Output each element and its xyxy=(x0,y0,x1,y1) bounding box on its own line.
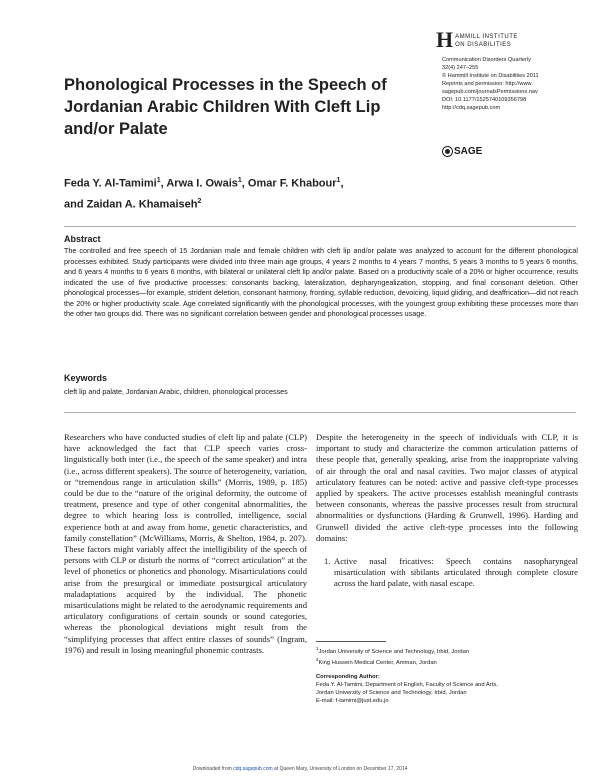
journal-info-line: 32(4) 247–255 xyxy=(442,65,479,71)
author-affiliation-marker: 1 xyxy=(237,177,242,184)
sage-logo-icon xyxy=(442,146,453,157)
author-name: and Zaidan A. Khamaiseh xyxy=(64,198,198,211)
author-separator: , xyxy=(160,177,167,190)
corresponding-author-line: Feda Y. Al-Tamimi, Department of English, Faculty of Science and Arts, xyxy=(316,681,498,688)
body-column-left xyxy=(64,432,307,656)
journal-info-line: sagepub.com/journalsPermissions.nav xyxy=(442,89,538,95)
publisher-name: AMMILL INSTITUTE ON DISABILITIES xyxy=(455,34,518,48)
keywords-heading: Keywords xyxy=(64,373,108,383)
corresponding-author-email[interactable]: E-mail: f-tamimi@just.edu.jo xyxy=(316,697,389,704)
article-title: Phonological Processes in the Speech of Jordanian Arabic Children With Cleft Lip and/or Palate xyxy=(64,76,387,138)
journal-info-line: Communication Disorders Quarterly xyxy=(442,57,531,63)
journal-info xyxy=(442,56,592,112)
abstract-heading: Abstract xyxy=(64,234,101,244)
author-separator: , xyxy=(241,177,248,190)
author-affiliation-marker: 1 xyxy=(156,177,161,184)
author-list xyxy=(64,172,434,213)
footnotes xyxy=(316,641,578,705)
corresponding-author-line: Jordan University of Science and Technology, Irbid, Jordan xyxy=(316,689,467,696)
abstract-text: The controlled and free speech of 15 Jordanian male and female children with cleft lip and/or palate was analyzed to account for the different phonological processes exhibited. Study participants were divided into three main age groups, 4 years 2 months to 4 years 7 months, 5 years 3 months to 5 years 6 months, and 6 years 4 months to 6 years 6 months, with bilateral or unilateral cleft lip and/or palate. Based on a productivity scale of a 20% or higher occurrence, results indicated the use of five productive processes: consonants backing, lateralization, depharyngealization, stopping, and final consonant deletion. Other phonological processes—for example, strident deletion, consonant harmony, fronting, syllable reduction, devoicing, liquid gliding, and deaffrication—did not reach the 20% or higher productivity scale. Age correlated significantly with the phonological processes, with the youngest group exhibiting these processes more than the other two groups did. There was no significant correlation between gender and phonological processes usage. xyxy=(64,246,578,318)
corresponding-author-heading: Corresponding Author: xyxy=(316,673,380,680)
download-source-link[interactable]: cdq.sagepub.com xyxy=(233,766,273,772)
author-name: Arwa I. Owais xyxy=(166,177,238,190)
list-item-text: Active nasal fricatives: Speech contains nasopharyngeal misarticulation with sibilants articulated through complete closure across the hard palate, with nasal escape. xyxy=(334,556,578,589)
affiliation: $^1$Jordan University of Science and Technology, Irbid, Jordan xyxy=(316,646,470,655)
journal-info-line: DOI: 10.1177/1525740109356798 xyxy=(442,97,527,103)
journal-url-link[interactable]: http://cdq.sagepub.com xyxy=(442,105,501,111)
affiliation: $^2$King Hussein Medical Center, Amman, Jordan xyxy=(316,656,437,666)
footnote-divider xyxy=(316,641,386,642)
journal-info-line: Reprints and permission: http://www. xyxy=(442,81,533,87)
divider xyxy=(64,226,576,227)
sage-logo xyxy=(442,146,482,157)
list-item-number: 1. xyxy=(324,556,331,567)
body-column-right xyxy=(316,432,578,590)
publisher-logo-letter: H xyxy=(436,27,454,52)
divider xyxy=(64,412,576,413)
journal-info-line: © Hammill Institute on Disabilities 2011 xyxy=(442,73,539,79)
body-paragraph: Researchers who have conducted studies of cleft lip and palate (CLP) have acknowledged the fact that CLP speech varies cross-linguistically both inter (i.e., the speech of the same speaker) and intra (i.e., across different speakers). The source of heterogeneity, variation, or “tremendous range in articulation skills” (Morris, 1989, p. 185) could be due to the “nature of the original deformity, the outcome of treatment, presence and type of other congenital abnormalities, the degree to which hearing loss is controlled, intelligence, social experience both at and away from home, genetic characteristics, and family constellation” (McWilliams, Morris, & Shelton, 1984, p. 207). These factors might variably affect the intelligibility of the speech of persons with CLP or disturb the norms of “correct articulation” at the level of phonetics or phonetics and phonology. Misarticulations could arise from the presurgical or immediate postsurgical articulatory maladaptations acquired by the individual. The phonetic misarticulations might be related to the aerodynamic requirements and articulatory configurations of certain sounds or sound categories, whereas the phonological deviations might result from the “simplifying processes that affect entire classes of sounds” (Ingram, 1976) and result in losing meaningful phonemic contrasts. xyxy=(64,432,307,655)
author-separator: , xyxy=(340,177,344,190)
publisher-logo xyxy=(436,27,576,52)
download-notice: Downloaded from cdq.sagepub.com at Queen Mary, University of London on December 17, 2014 xyxy=(192,766,408,772)
list-item xyxy=(316,556,578,590)
author-affiliation-marker: 2 xyxy=(197,197,202,205)
author-name: Feda Y. Al-Tamimi xyxy=(64,177,157,190)
body-paragraph: Despite the heterogeneity in the speech of individuals with CLP, it is important to study and characterize the common articulation patterns of these people that, generally speaking, arise from the inappropriate valving of air through the oral and nasal cavities. Two major classes of atypical articulatory features can be noted: active and passive cleft-type processes applied by speakers. The active processes establish meaningful contrasts between consonants, whereas the passive processes result from structural abnormalities or dysfunctions (Harding & Grunwell, 1996). Harding and Grunwell divided the active cleft-type processes into the following domains: xyxy=(316,432,578,543)
sage-logo-label: SAGE xyxy=(454,146,483,157)
keywords-text: cleft lip and palate, Jordanian Arabic, children, phonological processes xyxy=(64,387,288,396)
author-name: Omar F. Khabour xyxy=(247,177,337,190)
author-affiliation-marker: 1 xyxy=(336,177,341,184)
